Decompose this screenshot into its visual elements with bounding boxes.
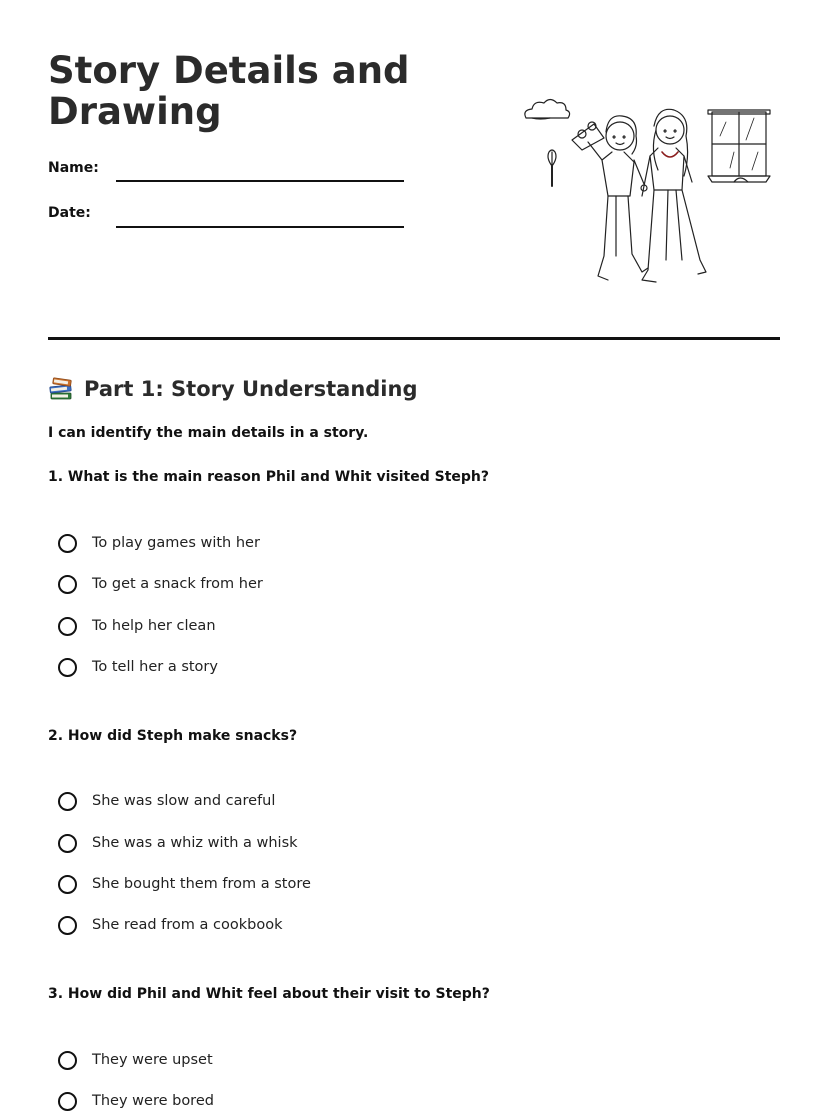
section-divider [48, 337, 780, 340]
q1-option-3[interactable] [58, 614, 216, 638]
q1-option-4[interactable] [58, 655, 218, 679]
option-label: She was slow and careful [92, 793, 276, 809]
radio-button[interactable] [58, 916, 77, 935]
q2-option-1[interactable] [58, 789, 275, 813]
radio-button[interactable] [58, 575, 77, 594]
option-label: To play games with her [92, 535, 260, 551]
books-icon [48, 376, 74, 402]
option-label: To get a snack from her [92, 576, 263, 592]
q1-option-1[interactable] [58, 531, 260, 555]
right-girl-figure [642, 109, 706, 282]
question-3: 3. How did Phil and Whit feel about their visit to Steph? [48, 986, 490, 1002]
option-label: To help her clean [92, 618, 216, 634]
window-icon [708, 110, 770, 182]
option-label: To tell her a story [92, 659, 218, 675]
q2-option-2[interactable] [58, 831, 298, 855]
q2-option-4[interactable] [58, 913, 283, 937]
name-field[interactable] [116, 180, 404, 182]
option-label: She read from a cookbook [92, 917, 283, 933]
left-girl-figure [572, 116, 648, 280]
whisk-icon [548, 150, 556, 186]
q3-option-2[interactable] [58, 1089, 214, 1113]
option-label: She was a whiz with a whisk [92, 835, 298, 851]
q2-option-3[interactable] [58, 872, 311, 896]
radio-button[interactable] [58, 1092, 77, 1111]
radio-button[interactable] [58, 617, 77, 636]
radio-button[interactable] [58, 658, 77, 677]
option-label: They were upset [92, 1052, 213, 1068]
radio-button[interactable] [58, 534, 77, 553]
option-label: They were bored [92, 1093, 214, 1109]
radio-button[interactable] [58, 792, 77, 811]
radio-button[interactable] [58, 1051, 77, 1070]
q1-option-2[interactable] [58, 572, 263, 596]
page-title: Story Details and Drawing [48, 49, 410, 133]
part1-heading [48, 374, 417, 404]
radio-button[interactable] [58, 875, 77, 894]
radio-button[interactable] [58, 834, 77, 853]
name-label: Name: [48, 160, 99, 176]
q3-option-1[interactable] [58, 1048, 213, 1072]
learning-objective: I can identify the main details in a story. [48, 425, 369, 441]
two-girls-walking-illustration [516, 96, 780, 300]
question-1: 1. What is the main reason Phil and Whit visited Steph? [48, 469, 490, 485]
option-label: She bought them from a store [92, 876, 311, 892]
part1-heading-text: Part 1: Story Understanding [84, 377, 418, 401]
date-field[interactable] [116, 226, 404, 228]
question-2: 2. How did Steph make snacks? [48, 728, 298, 744]
date-label: Date: [48, 205, 91, 221]
